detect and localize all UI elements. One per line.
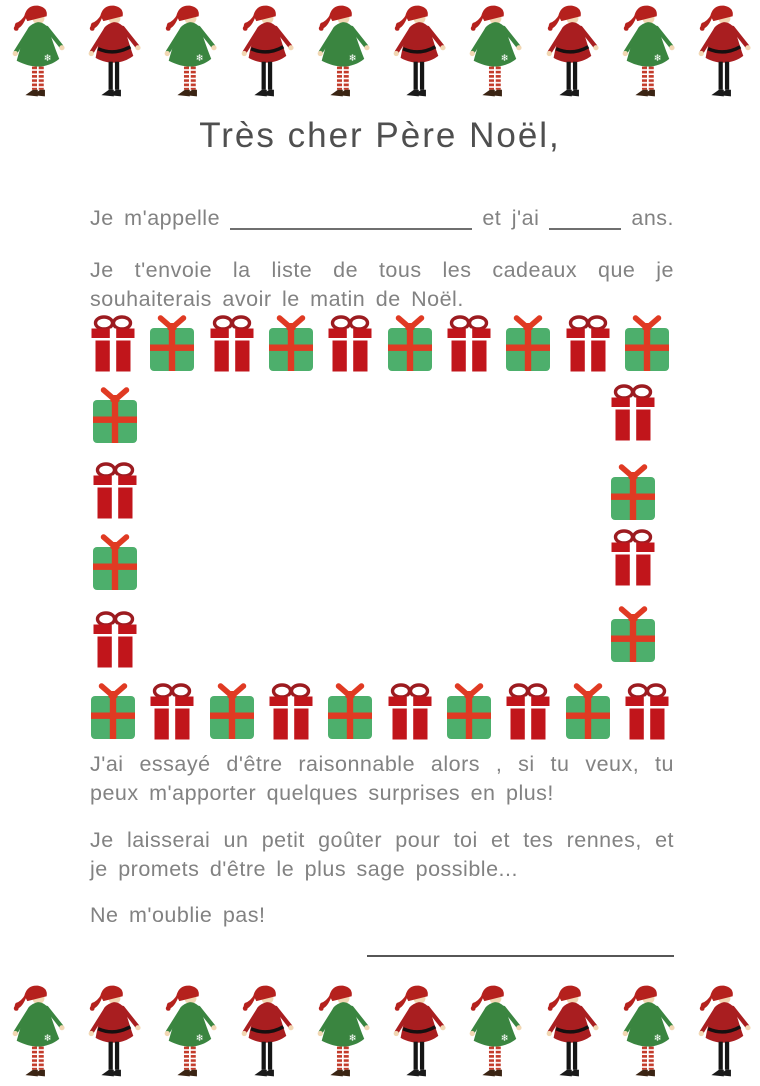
gift-green-icon (608, 606, 658, 663)
gift-red-icon (622, 683, 672, 740)
gift-red-icon (325, 315, 375, 372)
gift-green-icon (325, 683, 375, 740)
gift-green-icon (147, 315, 197, 372)
elf-row-bottom (0, 982, 760, 1086)
gift-red-icon (503, 683, 553, 740)
name-blank-field (230, 206, 472, 230)
gift-red-icon (385, 683, 435, 740)
svg-text:❄: ❄ (196, 52, 205, 64)
gift-green-icon (207, 683, 257, 740)
gift-red-icon (563, 315, 613, 372)
closing-line: Ne m'oublie pas! (90, 903, 266, 927)
elf-green-icon (618, 982, 676, 1085)
elf-red-icon (237, 2, 295, 105)
gift-green-icon (266, 315, 316, 372)
gift-green-icon (90, 534, 140, 591)
name-line-suffix: ans. (631, 206, 674, 230)
elf-green-icon (313, 982, 371, 1085)
gift-border-top (88, 315, 672, 372)
gift-red-icon (608, 529, 658, 586)
svg-text:❄: ❄ (500, 1032, 509, 1044)
svg-text:❄: ❄ (348, 1032, 357, 1044)
gift-green-icon (88, 683, 138, 740)
name-line-middle: et j'ai (482, 206, 540, 230)
svg-text:❄: ❄ (500, 52, 509, 64)
gift-red-icon (608, 384, 658, 441)
reasonable-paragraph: J'ai essayé d'être raisonnable alors , si tu veux, tu peux m'apporter quelques surprises en plus! (90, 752, 674, 805)
svg-text:❄: ❄ (653, 52, 662, 64)
letter-title: Très cher Père Noël, (199, 116, 561, 155)
name-line (90, 204, 674, 233)
gift-red-icon (90, 462, 140, 519)
gift-green-icon (503, 315, 553, 372)
elf-green-icon (160, 982, 218, 1085)
svg-text:❄: ❄ (43, 1032, 52, 1044)
elf-red-icon (389, 2, 447, 105)
gift-red-icon (147, 683, 197, 740)
svg-text:❄: ❄ (196, 1032, 205, 1044)
elf-green-icon (465, 982, 523, 1085)
svg-text:❄: ❄ (348, 52, 357, 64)
intro-paragraph: Je t'envoie la liste de tous les cadeaux que je souhaiterais avoir le matin de Noël. (90, 258, 674, 311)
gift-red-icon (266, 683, 316, 740)
elf-red-icon (694, 2, 752, 105)
elf-red-icon (389, 982, 447, 1085)
snack-paragraph: Je laisserai un petit goûter pour toi et tes rennes, et je promets d'être le plus sage possible... (90, 828, 674, 881)
elf-green-icon (8, 2, 66, 105)
svg-text:❄: ❄ (43, 52, 52, 64)
elf-red-icon (237, 982, 295, 1085)
elf-red-icon (84, 982, 142, 1085)
elf-red-icon (542, 2, 600, 105)
gift-green-icon (385, 315, 435, 372)
signature-line (367, 955, 674, 957)
gift-border-bottom (88, 683, 672, 740)
elf-green-icon (8, 982, 66, 1085)
elf-green-icon (313, 2, 371, 105)
gift-red-icon (90, 611, 140, 668)
gift-green-icon (608, 464, 658, 521)
gift-green-icon (90, 387, 140, 444)
gift-red-icon (207, 315, 257, 372)
elf-red-icon (542, 982, 600, 1085)
gift-red-icon (444, 315, 494, 372)
elf-green-icon (160, 2, 218, 105)
name-line-prefix: Je m'appelle (90, 206, 221, 230)
gift-green-icon (444, 683, 494, 740)
elf-green-icon (465, 2, 523, 105)
svg-text:❄: ❄ (653, 1032, 662, 1044)
elf-red-icon (694, 982, 752, 1085)
gift-green-icon (563, 683, 613, 740)
